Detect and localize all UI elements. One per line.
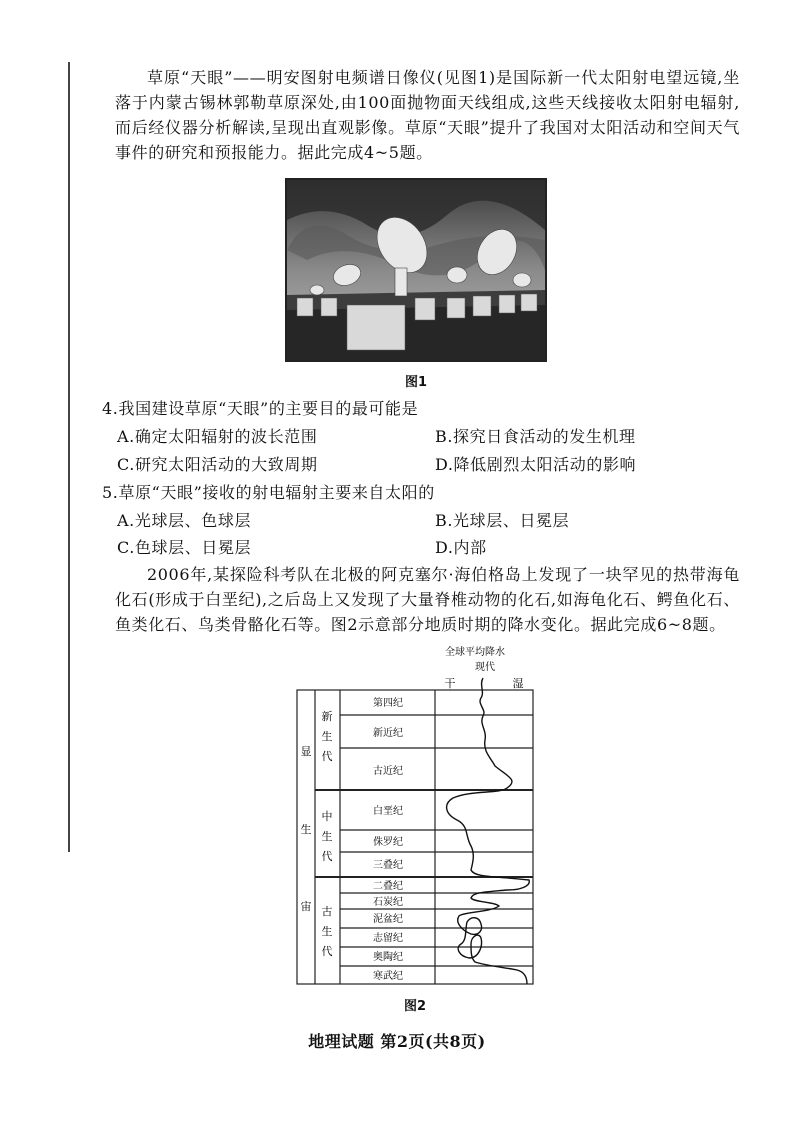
- era-mesozoic-char-3: 代: [321, 850, 333, 863]
- period-devonian: 泥盆纪: [373, 914, 403, 925]
- question-5-stem: 5.草原“天眼”接收的射电辐射主要来自太阳的: [102, 483, 435, 502]
- period-triassic: 三叠纪: [373, 860, 403, 871]
- page-footer: 地理试题 第2页(共8页): [308, 1032, 486, 1051]
- eon-char-1: 显: [300, 745, 312, 758]
- question-4-stem: 4.我国建设草原“天眼”的主要目的最可能是: [102, 399, 419, 418]
- intro-paragraph-1: 草原“天眼”——明安图射电频谱日像仪(见图1)是国际新一代太阳射电望远镜,坐落于内蒙古锡林郭勒草原深处,由100面抛物面天线组成,这些天线接收太阳射电辐射,而后经仪器分析解读,呈现出直观影像。草原“天眼”提升了我国对太阳活动和空间天气事件的研究和预报能力。据此完成4~5题。: [115, 68, 740, 162]
- period-cambrian: 寒武纪: [373, 971, 403, 982]
- period-neogene: 新近纪: [373, 728, 403, 739]
- era-cenozoic-char-3: 代: [321, 750, 333, 763]
- question-4-option-c: C.研究太阳活动的大致周期: [117, 455, 318, 474]
- figure-1-caption: 图1: [404, 375, 428, 390]
- chart-dry-label: 干: [444, 677, 456, 690]
- era-paleozoic-char-2: 生: [321, 925, 333, 938]
- period-quaternary: 第四纪: [373, 698, 403, 709]
- chart-header-now: 现代: [475, 662, 495, 673]
- era-paleozoic-char-3: 代: [321, 945, 333, 958]
- period-carboniferous: 石炭纪: [373, 897, 403, 908]
- question-5-option-b: B.光球层、日冕层: [435, 511, 570, 530]
- precipitation-curve: [444, 677, 530, 984]
- era-cenozoic-char-1: 新: [321, 710, 333, 723]
- question-4-option-a: A.确定太阳辐射的波长范围: [117, 427, 318, 446]
- question-5-option-a: A.光球层、色球层: [117, 511, 252, 530]
- period-jurassic: 侏罗纪: [373, 837, 403, 848]
- intro-paragraph-2: 2006年,某探险科考队在北极的阿克塞尔·海伯格岛上发现了一块罕见的热带海龟化石(形成于白垩纪),之后岛上又发现了大量脊椎动物的化石,如海龟化石、鳄鱼化石、鱼类化石、鸟类骨骼化石等。图2示意部分地质时期的降水变化。据此完成6~8题。: [115, 565, 740, 634]
- period-silurian: 志留纪: [373, 933, 403, 944]
- question-5-option-d: D.内部: [435, 538, 487, 557]
- chart-wet-label: 湿: [512, 677, 524, 690]
- eon-char-2: 生: [300, 823, 312, 836]
- figure-2-caption: 图2: [403, 999, 427, 1014]
- eon-char-3: 宙: [300, 900, 312, 913]
- period-ordovician: 奥陶纪: [373, 952, 403, 963]
- margin-line: [68, 62, 70, 852]
- period-paleogene: 古近纪: [373, 766, 403, 777]
- question-5-option-c: C.色球层、日冕层: [117, 538, 252, 557]
- figure-2-chart: [295, 640, 545, 990]
- question-4-option-d: D.降低剧烈太阳活动的影响: [435, 455, 637, 474]
- era-mesozoic-char-2: 生: [321, 830, 333, 843]
- period-cretaceous: 白垩纪: [373, 806, 403, 817]
- chart-header-title: 全球平均降水: [445, 647, 505, 658]
- period-permian: 二叠纪: [373, 881, 403, 892]
- era-mesozoic-char-1: 中: [321, 810, 333, 823]
- era-cenozoic-char-2: 生: [321, 730, 333, 743]
- era-paleozoic-char-1: 古: [321, 905, 333, 918]
- figure-1-photo: [285, 178, 547, 362]
- question-4-option-b: B.探究日食活动的发生机理: [435, 427, 636, 446]
